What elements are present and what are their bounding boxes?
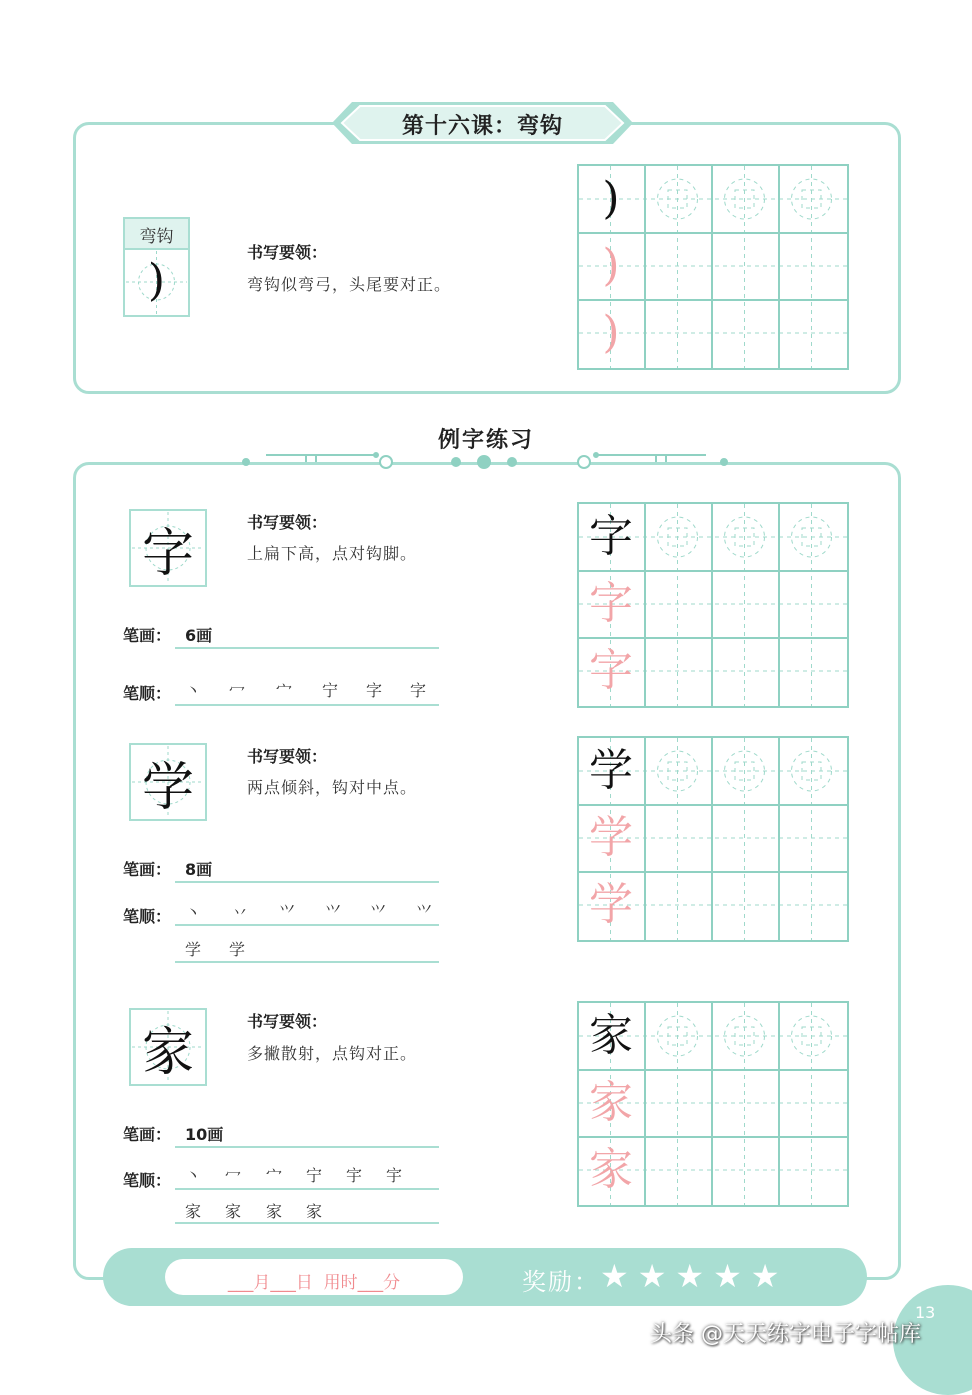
grid-model-char: 字 [589,511,633,562]
stroke-order-step: 冖 [229,681,246,700]
stroke-count-label: 笔画： [123,626,172,645]
underline [175,881,439,883]
example-box [129,1008,207,1086]
stroke-order-step: 学 [229,940,246,959]
stroke-glyph: ) [147,255,166,306]
lesson-grid-trace-glyph: ) [602,240,620,291]
stroke-order-step: 丶 [185,903,202,922]
grid-trace-char: 家 [589,1077,633,1128]
underline [175,1222,439,1224]
underline [175,924,439,926]
star-icon[interactable]: ★ [637,1257,667,1295]
stroke-order-step: ⺍ [416,903,433,922]
stroke-order-step: 家 [266,1202,283,1221]
lesson-title: 第十六课：弯钩 [401,114,563,139]
tip-text: 多撇散射，点钩对正。 [247,1044,418,1063]
underline [175,961,439,963]
underline [175,1188,439,1190]
stroke-order-step: ⺍ [370,903,387,922]
grid-model-char: 学 [589,745,633,796]
grid-trace-char: 家 [589,1144,633,1195]
star-icon[interactable]: ★ [600,1257,629,1295]
stroke-order-step: 宀 [266,1166,283,1185]
reward-stars [600,1257,779,1295]
grid-trace-char: 学 [589,812,633,863]
stroke-order-label: 笔顺： [123,684,172,703]
example-box [129,743,207,821]
reward-label: 奖励： [522,1268,600,1296]
lesson-grid-trace-glyph: ) [602,307,620,358]
tips-label: 书写要领： [247,513,328,532]
stroke-order-step: 家 [306,1202,323,1221]
heading-ornament [226,450,746,474]
stroke-badge [123,217,190,317]
grid-trace-char: 字 [589,645,633,696]
stroke-count: 8画 [185,860,213,879]
stroke-order-label: 笔顺： [123,907,172,926]
example-char: 家 [141,1022,194,1083]
stroke-order-step: 家 [225,1202,242,1221]
grid-trace-char: 字 [589,578,633,629]
example-char: 字 [141,523,194,584]
stroke-order-label: 笔顺： [123,1171,172,1190]
example-char: 学 [141,757,194,818]
grid-model-char: 家 [589,1010,633,1061]
stroke-order-step: 宇 [346,1166,363,1185]
star-icon[interactable]: ★ [750,1257,780,1295]
stroke-order-step: 丶 [185,681,202,700]
practice-heading: 例字练习 [437,428,534,453]
tips-label: 书写要领： [247,1012,328,1031]
stroke-order-step: 宇 [386,1166,403,1185]
stroke-order-step: ⺍ [325,903,342,922]
example-box [129,509,207,587]
stroke-order-step: 字 [366,681,383,700]
stroke-order-step: 家 [185,1202,202,1221]
lesson-tip: 弯钩似弯弓，头尾要对正。 [247,275,452,294]
lesson-tips-label: 书写要领： [247,243,328,262]
stroke-count-label: 笔画： [123,860,172,879]
page-number: 13 [915,1303,936,1322]
lesson-title-banner [330,100,635,146]
stroke-order-step: 冖 [225,1166,242,1185]
stroke-order-step: 字 [410,681,427,700]
stroke-order-step: 学 [185,940,202,959]
tip-text: 两点倾斜，钩对中点。 [247,778,418,797]
underline [175,1146,439,1148]
date-text: ___月___日 用时___分 [227,1273,401,1293]
stroke-name: 弯钩 [139,227,174,247]
stroke-count: 6画 [185,626,213,645]
star-icon[interactable]: ★ [713,1257,742,1295]
stroke-order-step: 丶 [185,1166,202,1185]
tips-label: 书写要领： [247,747,328,766]
watermark: 头条 @天天练字电子字帖库 [650,1322,921,1347]
lesson-grid-glyph: ) [602,173,620,224]
stroke-count: 10画 [185,1125,224,1144]
underline [175,647,439,649]
stroke-order-step: 丷 [232,903,249,922]
stroke-count-label: 笔画： [123,1125,172,1144]
underline [175,704,439,706]
stroke-order-step: ⺍ [279,903,296,922]
star-icon[interactable]: ★ [675,1257,705,1295]
grid-trace-char: 学 [589,879,633,930]
stroke-order-step: 宀 [276,681,293,700]
stroke-order-step: 宁 [306,1166,323,1185]
tip-text: 上扁下高，点对钩脚。 [247,544,418,563]
stroke-order-step: 宁 [322,681,339,700]
